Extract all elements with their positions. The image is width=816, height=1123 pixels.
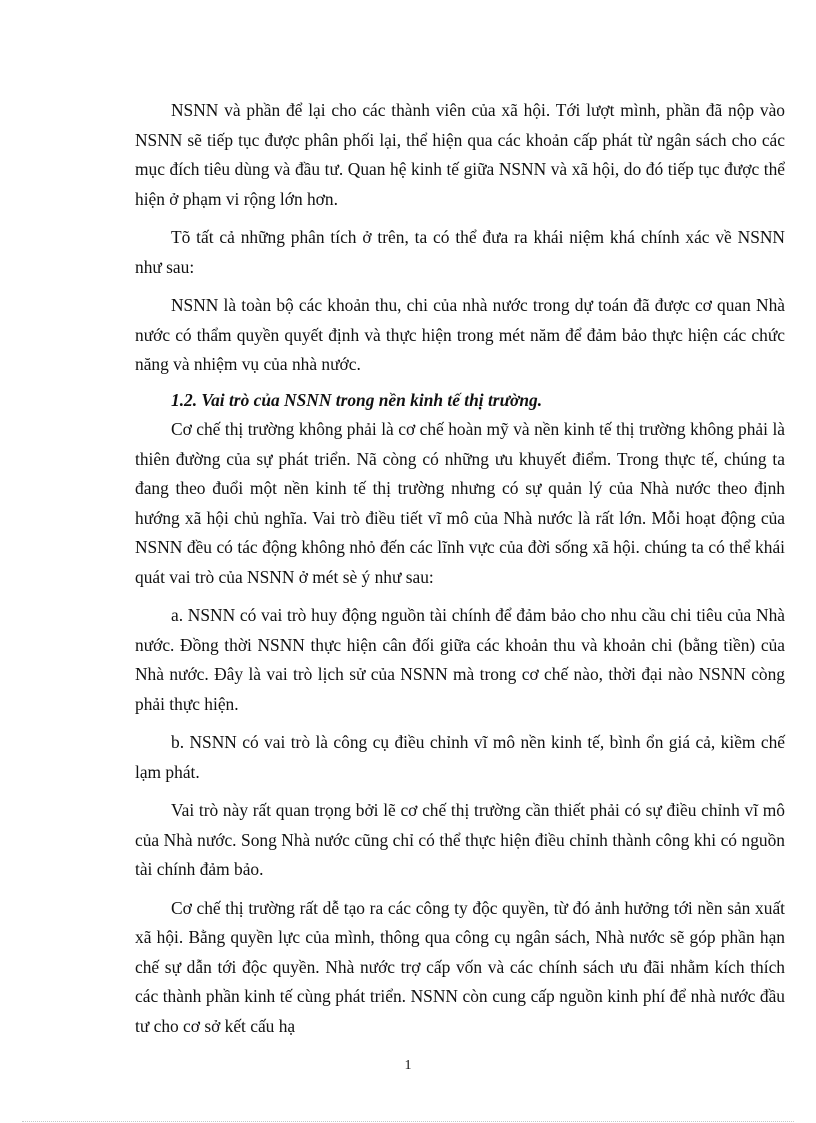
paragraph-2: Tõ tất cả những phân tích ở trên, ta có thể đưa ra khái niệm khá chính xác về NSNN như sau: <box>135 227 785 277</box>
paragraph-1: NSNN và phần để lại cho các thành viên của xã hội. Tới lượt mình, phần đã nộp vào NSNN sẽ tiếp tục được phân phối lại, thể hiện qua các khoản cấp phát từ ngân sách cho các mục đích tiêu dùng và đầu tư. Quan hệ kinh tế giữa NSNN và xã hội, do đó tiếp tục được thể hiện ở phạm vi rộng lớn hơn. <box>135 100 785 209</box>
paragraph-7: Vai trò này rất quan trọng bởi lẽ cơ chế thị trường cần thiết phải có sự điều chỉnh vĩ mô của Nhà nước. Song Nhà nước cũng chỉ có thể thực hiện điều chỉnh thành công khi có nguồn tài chính đảm bảo. <box>135 800 785 879</box>
paragraph-6: b. NSNN có vai trò là công cụ điều chỉnh vĩ mô nền kinh tế, bình ổn giá cả, kiềm chế lạm phát. <box>135 732 785 782</box>
page-number: 1 <box>404 1058 412 1073</box>
section-heading: 1.2. Vai trò của NSNN trong nền kinh tế thị trường. <box>171 389 543 410</box>
paragraph-4: Cơ chế thị trường không phải là cơ chế hoàn mỹ và nền kinh tế thị trường không phải là thiên đường của sự phát triển. Nã còng có những ưu khuyết điểm. Trong thực tế, chúng ta đang theo đuổi một nền kinh tế thị trường nhưng có sự quản lý của Nhà nước theo định hướng xã hội chủ nghĩa. Vai trò điều tiết vĩ mô của Nhà nước là rất lớn. Mỗi hoạt động của NSNN đều có tác động không nhỏ đến các lĩnh vực của đời sống xã hội. chúng ta có thể khái quát vai trò của NSNN ở mét sè ý như sau: <box>135 419 785 587</box>
page-body <box>135 96 785 1041</box>
paragraph-5: a. NSNN có vai trò huy động nguồn tài chính để đảm bảo cho nhu cầu chi tiêu của Nhà nước. Đồng thời NSNN thực hiện cân đối giữa các khoản thu và khoản chi (bằng tiền) của Nhà nước. Đây là vai trò lịch sử của NSNN mà trong cơ chế nào, thời đại nào NSNN còng phải thực hiện. <box>135 605 785 714</box>
paragraph-3: NSNN là toàn bộ các khoản thu, chi của nhà nước trong dự toán đã được cơ quan Nhà nước có thẩm quyền quyết định và thực hiện trong mét năm để đảm bảo thực hiện các chức năng và nhiệm vụ của nhà nước. <box>135 295 785 374</box>
paragraph-8: Cơ chế thị trường rất dễ tạo ra các công ty độc quyền, từ đó ảnh hưởng tới nền sản xuất xã hội. Bằng quyền lực của mình, thông qua công cụ ngân sách, Nhà nước sẽ góp phần hạn chế sự dẫn tới độc quyền. Nhà nước trợ cấp vốn và các chính sách ưu đãi nhằm kích thích các thành phần kinh tế cùng phát triển. NSNN còn cung cấp nguồn kinh phí để nhà nước đầu tư cho cơ sở kết cấu hạ <box>135 897 785 1036</box>
page-bottom-divider <box>22 1121 794 1122</box>
